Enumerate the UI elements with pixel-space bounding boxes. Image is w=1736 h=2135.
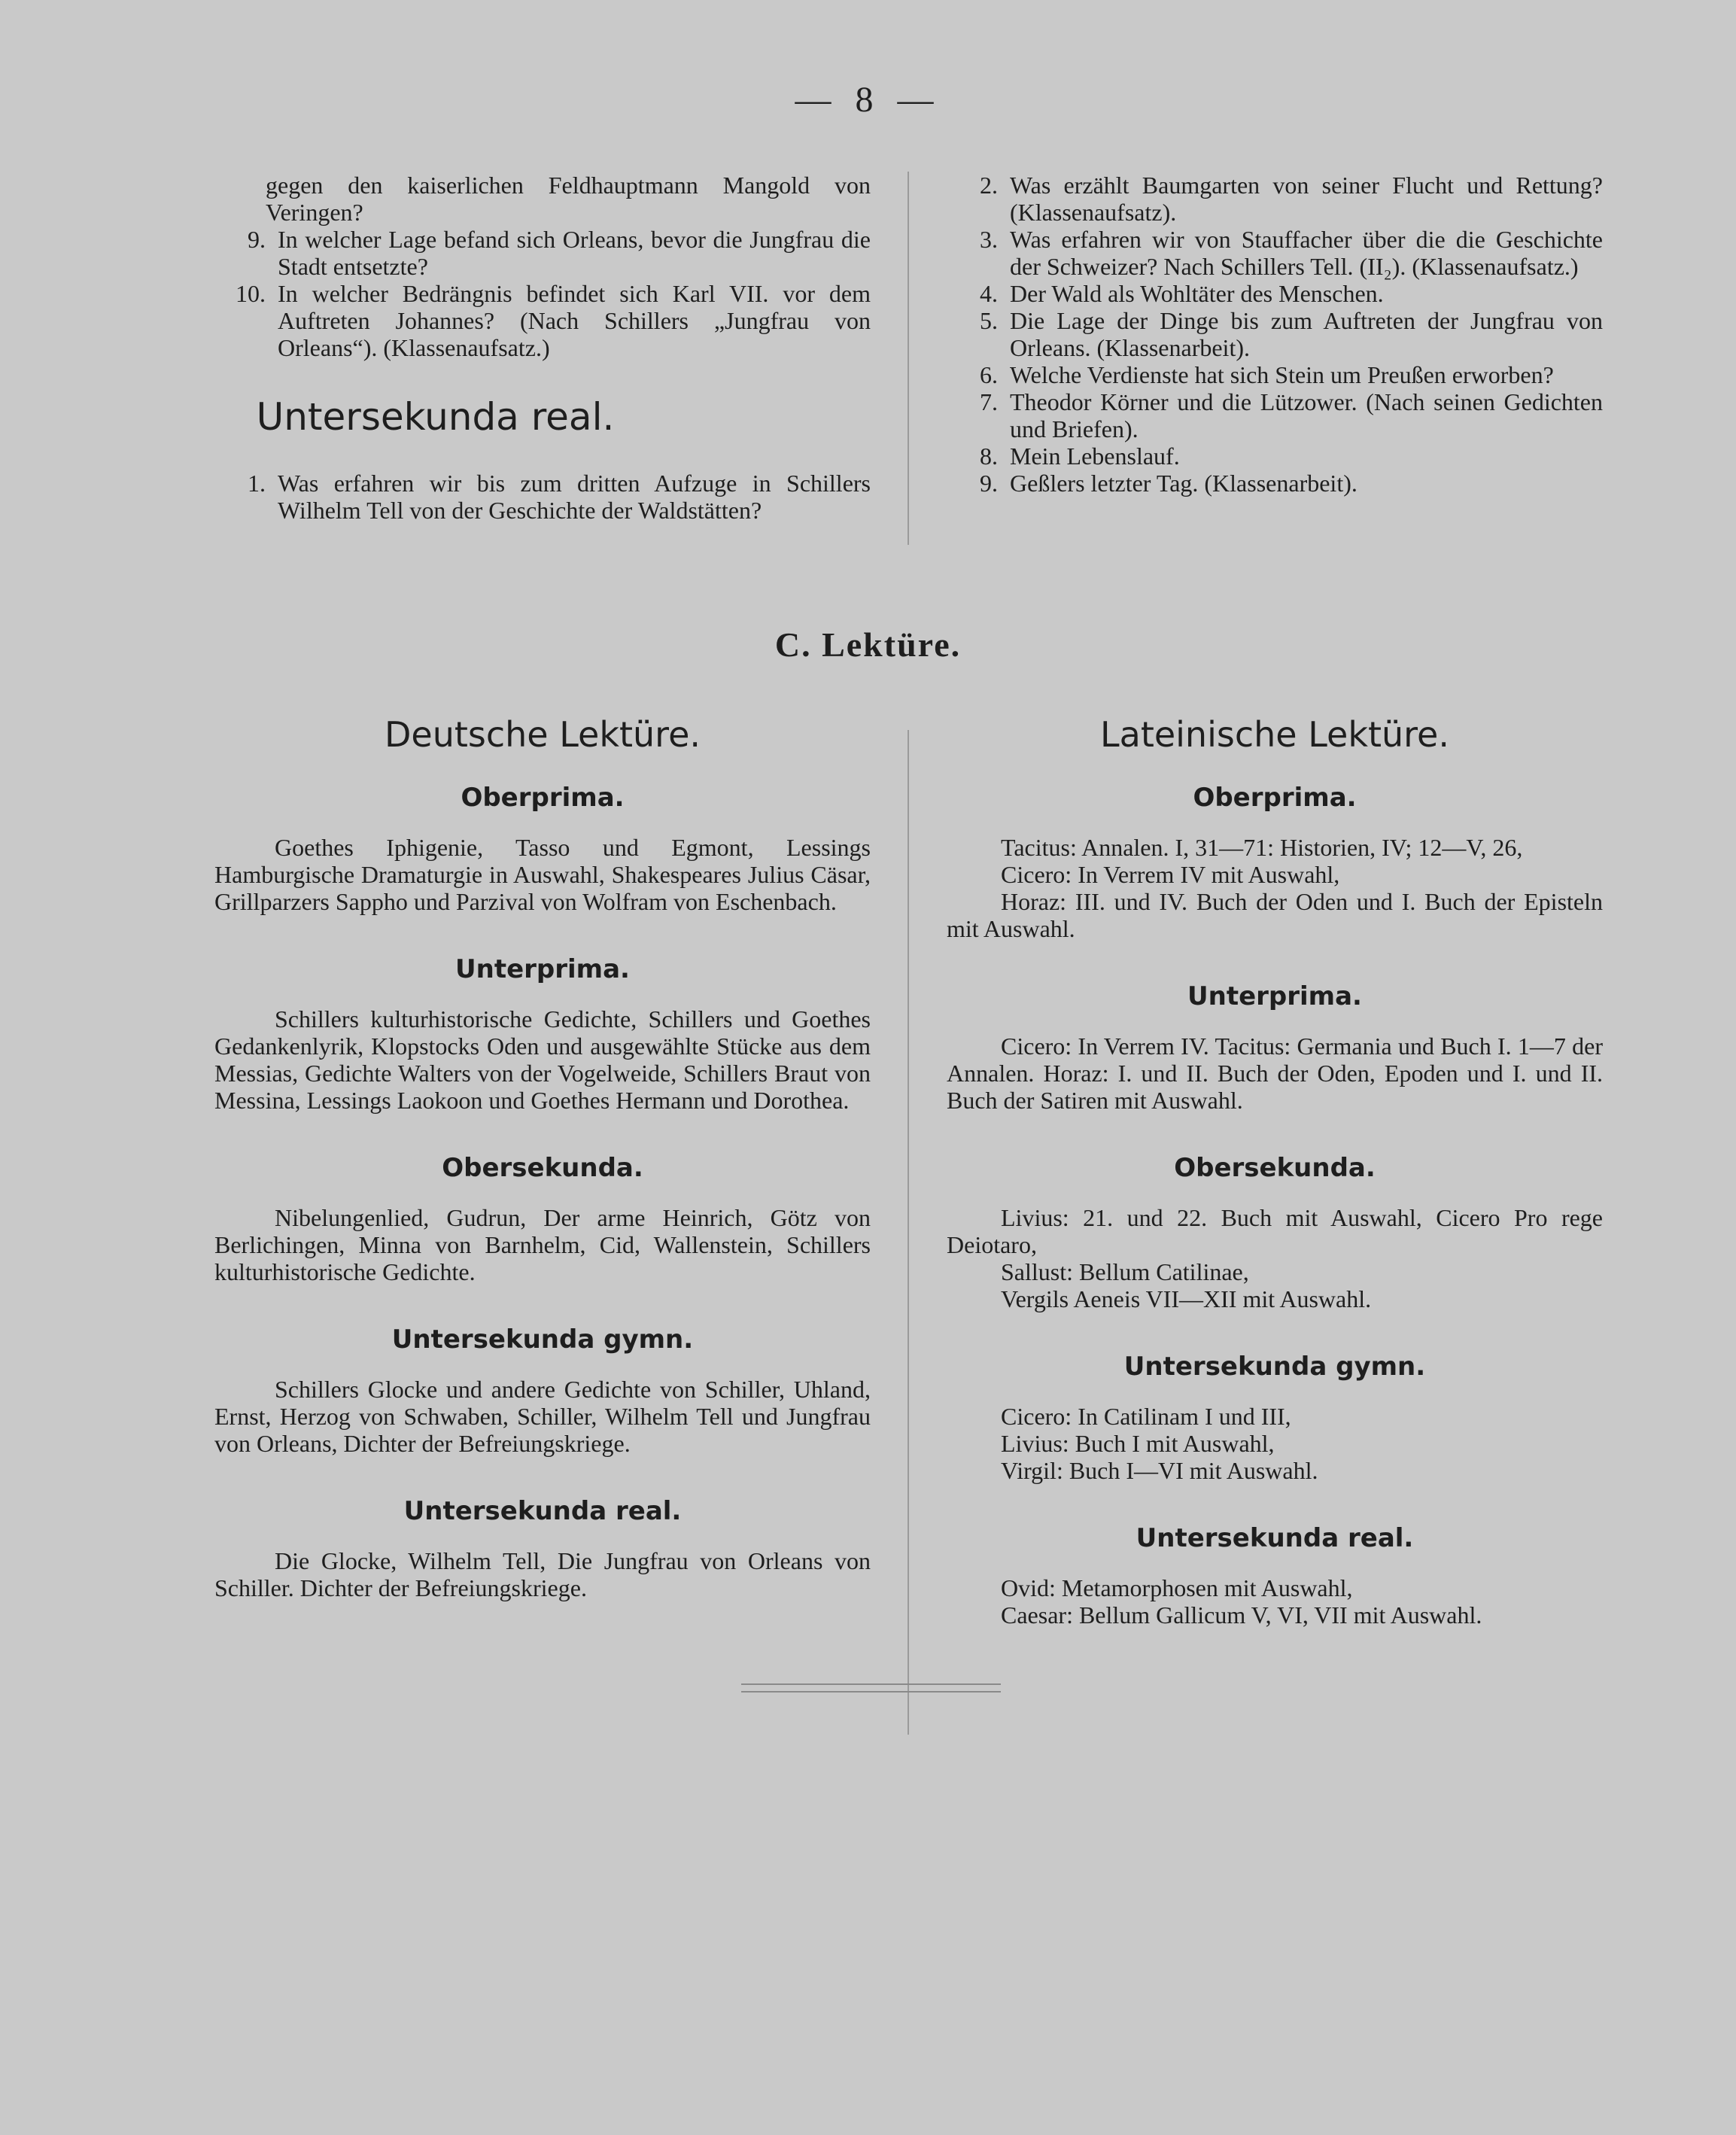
heading-untersekunda-gymn: Untersekunda gymn. bbox=[391, 1324, 694, 1355]
list-item bbox=[214, 470, 871, 524]
item-text: In welcher Lage befand sich Orleans, bevor die Jungfrau die Stadt entsetzte? bbox=[278, 226, 871, 280]
closing-rule bbox=[741, 1683, 1001, 1692]
section-title-untersekunda-real: Untersekunda real. bbox=[256, 395, 615, 439]
item-text: Mein Lebenslauf. bbox=[1010, 443, 1180, 470]
top-right-column bbox=[947, 172, 1603, 497]
text-line: Ovid: Metamorphosen mit Auswahl, bbox=[1001, 1574, 1353, 1601]
item-number: 3. bbox=[980, 226, 998, 253]
text-untersekunda-gymn: Schillers Glocke und andere Gedichte von Schiller, Uhland, Ernst, Herzog von Schwaben, Schiller, Wilhelm Tell und Jungfrau von Orleans, Dichter der Befreiungskriege. bbox=[214, 1376, 871, 1457]
heading-unterprima: Unterprima. bbox=[455, 954, 630, 984]
column-divider bbox=[908, 172, 909, 545]
block-obersekunda bbox=[947, 1204, 1603, 1312]
item-number: 7. bbox=[980, 388, 998, 415]
deutsche-lektuere-column bbox=[214, 714, 871, 1601]
list-item bbox=[947, 470, 1603, 497]
item-number: 8. bbox=[980, 443, 998, 470]
item-number: 1. bbox=[248, 470, 266, 497]
block-untersekunda-real bbox=[947, 1574, 1603, 1629]
item-number: 9. bbox=[980, 470, 998, 497]
lateinische-lektuere-column bbox=[947, 714, 1603, 1669]
item-number: 2. bbox=[980, 172, 998, 199]
item-number: 4. bbox=[980, 280, 998, 307]
item-text: Theodor Körner und die Lützower. (Nach seinen Gedichten und Briefen). bbox=[1010, 388, 1603, 443]
text-line: Livius: Buch I mit Auswahl, bbox=[1001, 1430, 1275, 1457]
list-item bbox=[947, 388, 1603, 443]
list-item bbox=[947, 443, 1603, 470]
heading-untersekunda-real: Untersekunda real. bbox=[1136, 1523, 1414, 1553]
item-number: 10. bbox=[236, 280, 266, 307]
block-untersekunda-gymn bbox=[947, 1403, 1603, 1484]
list-item bbox=[947, 226, 1603, 280]
section-c-title: C. Lektüre. bbox=[774, 625, 962, 664]
item-number: 9. bbox=[248, 226, 266, 253]
list-item bbox=[214, 226, 871, 280]
list-item bbox=[947, 172, 1603, 226]
heading-obersekunda: Obersekunda. bbox=[1174, 1153, 1376, 1183]
page-number: — 8 — bbox=[795, 80, 941, 120]
block-unterprima bbox=[947, 1033, 1603, 1114]
text-line: Sallust: Bellum Catilinae, bbox=[1001, 1258, 1249, 1285]
text-line: Cicero: In Catilinam I und III, bbox=[1001, 1403, 1291, 1430]
heading-obersekunda: Obersekunda. bbox=[442, 1153, 643, 1183]
list-item bbox=[214, 280, 871, 361]
item-text: Die Lage der Dinge bis zum Auftreten der Jungfrau von Orleans. (Klassenarbeit). bbox=[1010, 307, 1603, 361]
text-line: Horaz: III. und IV. Buch der Oden und I. Buch der Episteln mit Auswahl. bbox=[947, 888, 1603, 942]
text-line: Cicero: In Verrem IV. Tacitus: Germania und Buch I. 1—7 der Annalen. Horaz: I. und II. Buch der Oden, Epoden und I. und II. Buch der Satiren mit Auswahl. bbox=[947, 1033, 1603, 1114]
text-unterprima: Schillers kulturhistorische Gedichte, Schillers und Goethes Gedankenlyrik, Klopstocks Oden und ausgewählte Stücke aus dem Messias, Gedichte Walters von der Vogelweide, Schillers Braut von Messina, Lessings Laokoon und Goethes Hermann und Dorothea. bbox=[214, 1005, 871, 1114]
item-text: Was erfahren wir von Stauffacher über die die Geschichte der Schweizer? Nach Schillers Tell. (II₂). (Klassenaufsatz.) bbox=[1010, 226, 1603, 280]
text-untersekunda-real: Die Glocke, Wilhelm Tell, Die Jungfrau von Orleans von Schiller. Dichter der Befreiungskriege. bbox=[214, 1547, 871, 1601]
item-number: 6. bbox=[980, 361, 998, 388]
list-item bbox=[947, 361, 1603, 388]
item-text: In welcher Bedrängnis befindet sich Karl VII. vor dem Auftreten Johannes? (Nach Schillers „Jungfrau von Orleans“). (Klassenaufsatz.) bbox=[278, 280, 871, 361]
text-oberprima: Goethes Iphigenie, Tasso und Egmont, Lessings Hamburgische Dramaturgie in Auswahl, Shakespeares Julius Cäsar, Grillparzers Sappho und Parzival von Wolfram von Eschenbach. bbox=[214, 834, 871, 915]
text-line: Livius: 21. und 22. Buch mit Auswahl, Cicero Pro rege Deiotaro, bbox=[947, 1204, 1603, 1258]
top-left-column bbox=[214, 172, 871, 361]
deutsche-title: Deutsche Lektüre. bbox=[384, 714, 701, 755]
continuation-text: gegen den kaiserlichen Feldhauptmann Mangold von Veringen? bbox=[266, 172, 871, 226]
item-text: Was erzählt Baumgarten von seiner Flucht und Rettung? (Klassenaufsatz). bbox=[1010, 172, 1603, 226]
item-text: Der Wald als Wohltäter des Menschen. bbox=[1010, 280, 1384, 307]
block-oberprima bbox=[947, 834, 1603, 942]
text-line: Virgil: Buch I—VI mit Auswahl. bbox=[1001, 1457, 1318, 1484]
heading-untersekunda-real: Untersekunda real. bbox=[403, 1496, 682, 1526]
text-line: Vergils Aeneis VII—XII mit Auswahl. bbox=[1001, 1285, 1372, 1312]
item-number: 5. bbox=[980, 307, 998, 334]
item-text: Geßlers letzter Tag. (Klassenarbeit). bbox=[1010, 470, 1357, 497]
text-line: Cicero: In Verrem IV mit Auswahl, bbox=[1001, 861, 1340, 888]
untersekunda-real-list bbox=[214, 470, 871, 524]
item-text: Welche Verdienste hat sich Stein um Preußen erworben? bbox=[1010, 361, 1554, 388]
text-line: Tacitus: Annalen. I, 31—71: Historien, IV; 12—V, 26, bbox=[1001, 834, 1523, 861]
item-text: Was erfahren wir bis zum dritten Aufzuge in Schillers Wilhelm Tell von der Geschichte der Waldstätten? bbox=[278, 470, 871, 524]
text-line: Caesar: Bellum Gallicum V, VI, VII mit Auswahl. bbox=[1001, 1601, 1482, 1629]
heading-untersekunda-gymn: Untersekunda gymn. bbox=[1123, 1352, 1426, 1382]
text-obersekunda: Nibelungenlied, Gudrun, Der arme Heinrich, Götz von Berlichingen, Minna von Barnhelm, Cid, Wallenstein, Schillers kulturhistorische Gedichte. bbox=[214, 1204, 871, 1285]
column-divider bbox=[908, 730, 909, 1735]
list-item bbox=[947, 307, 1603, 361]
heading-oberprima: Oberprima. bbox=[461, 783, 625, 813]
heading-oberprima: Oberprima. bbox=[1193, 783, 1357, 813]
heading-unterprima: Unterprima. bbox=[1187, 981, 1362, 1011]
lateinische-title: Lateinische Lektüre. bbox=[1100, 714, 1449, 755]
list-item bbox=[947, 280, 1603, 307]
